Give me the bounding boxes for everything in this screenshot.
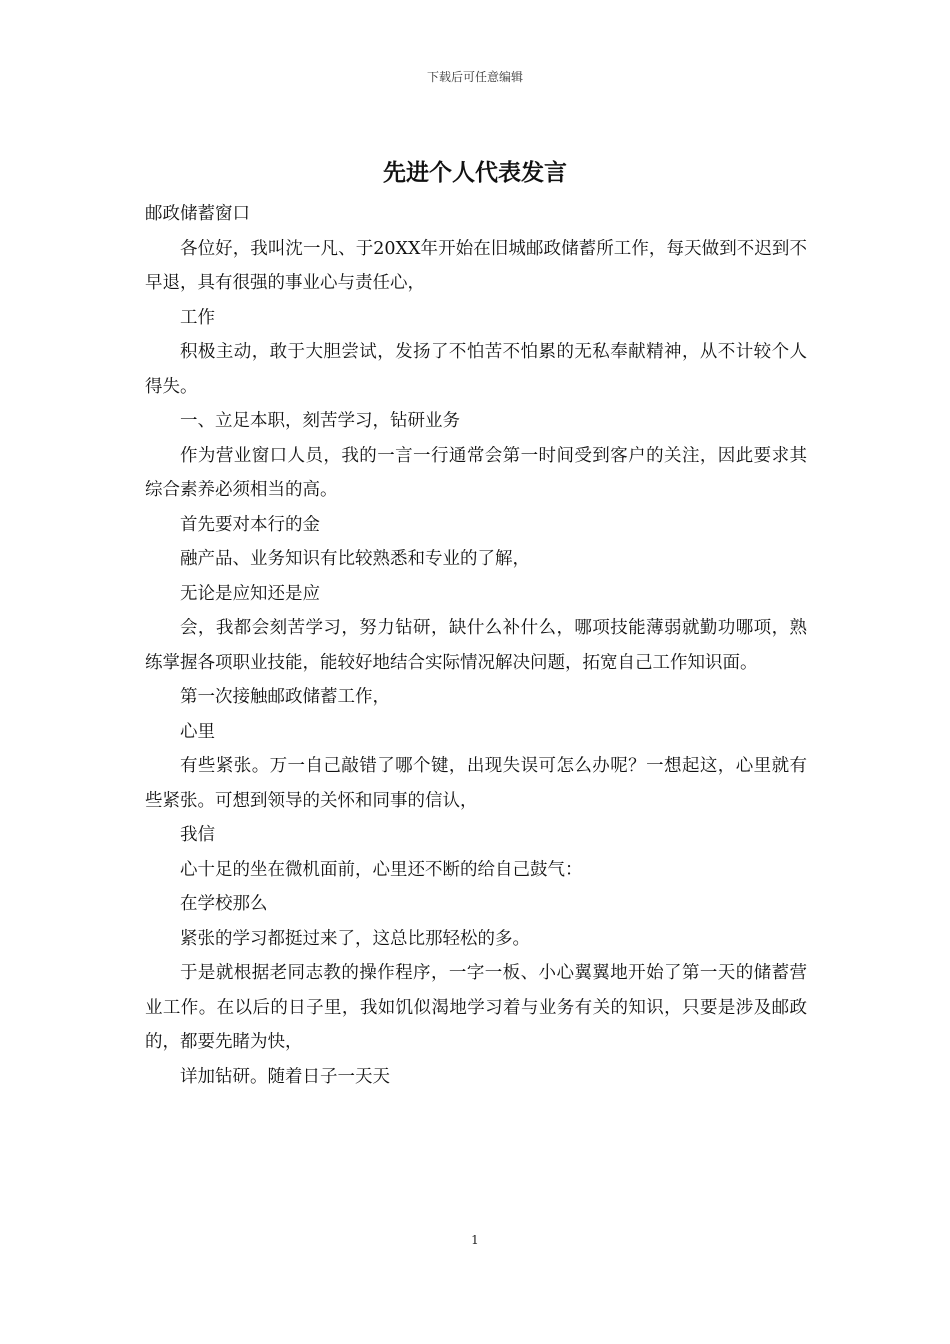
document-title: 先进个人代表发言 — [383, 159, 567, 186]
paragraph: 积极主动，敢于大胆尝试，发扬了不怕苦不怕累的无私奉献精神，从不计较个人得失。 — [145, 342, 807, 397]
paragraph: 融产品、业务知识有比较熟悉和专业的了解， — [180, 549, 530, 569]
paragraph: 会，我都会刻苦学习，努力钻研，缺什么补什么，哪项技能薄弱就勤功哪项，熟练掌握各项职业技能，能较好地结合实际情况解决问题，拓宽自己工作知识面。 — [145, 618, 807, 673]
paragraph: 有些紧张。万一自己敲错了哪个键，出现失误可怎么办呢？一想起这，心里就有些紧张。可想到领导的关怀和同事的信认， — [145, 756, 807, 811]
paragraph: 紧张的学习都挺过来了，这总比那轻松的多。 — [180, 928, 530, 949]
paragraph: 首先要对本行的金 — [180, 514, 320, 535]
paragraph: 第一次接触邮政储蓄工作， — [180, 687, 390, 707]
paragraph: 无论是应知还是应 — [180, 583, 320, 604]
paragraph: 工作 — [180, 307, 215, 328]
section-subtitle: 邮政储蓄窗口 — [145, 204, 250, 224]
paragraph: 心里 — [180, 721, 215, 742]
paragraph: 于是就根据老同志教的操作程序，一字一板、小心翼翼地开始了第一天的储蓄营业工作。在以后的日子里，我如饥似渴地学习着与业务有关的知识，只要是涉及邮政的，都要先睹为快， — [145, 963, 807, 1052]
section-heading: 一、立足本职，刻苦学习，钻研业务 — [180, 411, 460, 431]
paragraph: 我信 — [180, 825, 215, 845]
paragraph: 心十足的坐在微机面前，心里还不断的给自己鼓气： — [180, 859, 583, 880]
page-number: 1 — [471, 1233, 479, 1247]
page-header-note: 下载后可任意编辑 — [426, 70, 523, 84]
paragraph: 各位好，我叫沈一凡、于20XX年开始在旧城邮政储蓄所工作，每天做到不迟到不早退，具有很强的事业心与责任心， — [145, 238, 807, 293]
paragraph: 在学校那么 — [180, 894, 268, 914]
document-body — [145, 197, 807, 1094]
paragraph: 作为营业窗口人员，我的一言一行通常会第一时间受到客户的关注，因此要求其综合素养必须相当的高。 — [145, 445, 807, 500]
paragraph: 详加钻研。随着日子一天天 — [180, 1066, 390, 1087]
